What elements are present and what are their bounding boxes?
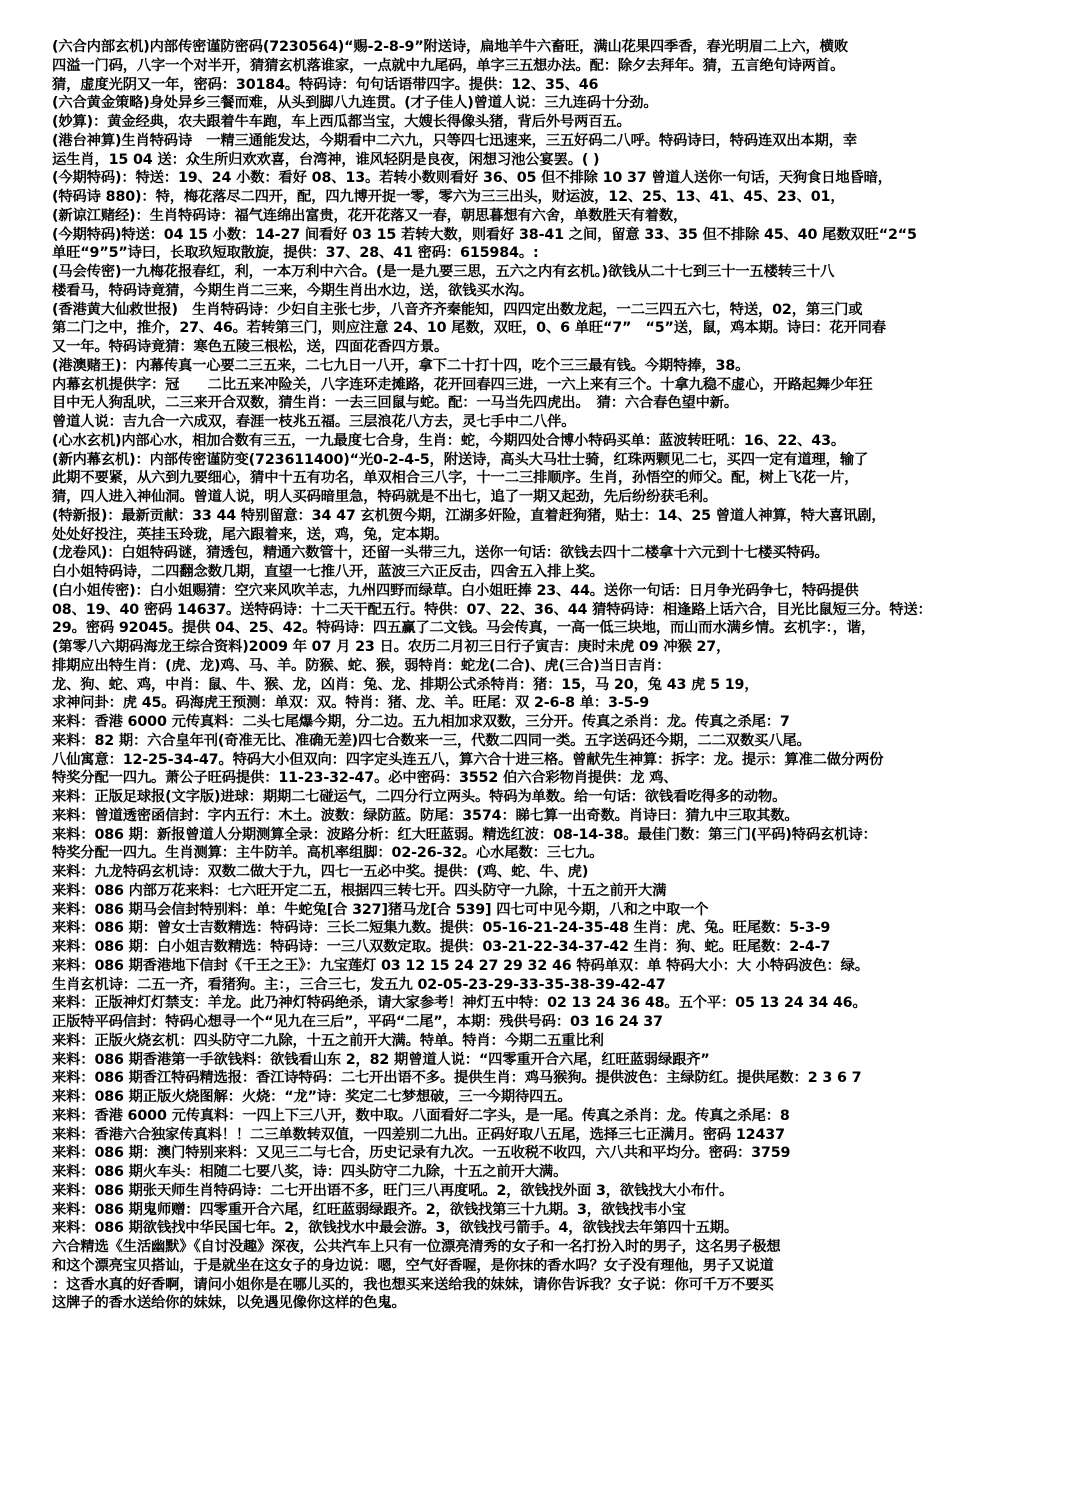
text-line: 来料：086 期欲钱找中华民国七年。2，欲钱找水中最会游。3，欲钱找弓箭手。4，欲钱找去年第四十五期。 (52, 1220, 739, 1237)
text-line: 曾道人说：吉九合一六成双，春涯一枝兆五福。三层浪花八方去，灵七手中二八伴。 (52, 414, 576, 430)
text-line (52, 1369, 1042, 1388)
text-line: 六合精选《生活幽默》《自讨没趣》深夜，公共汽车上只有一位漂亮清秀的女子和一名打扮入时的男子，这名男子极想 (52, 1239, 781, 1255)
text-line: 来料：086 期：白小姐吉数精选：特码诗：一三八双数定取。提供：03-21-22-34-37-42 生肖：狗、蛇。旺尾数：2-4-7 (52, 939, 831, 955)
text-line: 特奖分配一四九。生肖测算：主牛防羊。高机率组脚：02-26-32。心水尾数：三七九。 (52, 845, 604, 862)
text-line: 单旺“9”5”诗曰，长取玖短取散旋，提供：37、28、41 密码：615984。: (52, 245, 539, 262)
text-line: 八仙寓意：12-25-34-47。特码大小但双向：四字定头连五八，算六合十进三格。曾献先生神算：拆字：龙。提示：算准二做分两份 (52, 751, 884, 768)
text-line: (港澳赌王)：内幕传真一心要二三五来，二七九日一八开，拿下二十打十四，吃个三三最有钱。今期特捧，38。 (52, 357, 750, 374)
text-line (52, 1388, 1042, 1407)
text-line: 和这个漂亮宝贝搭讪，于是就坐在这女子的身边说：嗯，空气好香喔，是你抹的香水吗？女子没有理他，男子又说道 (52, 1257, 774, 1274)
text-line: (特新报)：最新贡献：33 44 特别留意：34 47 玄机贺今期，江湖多奸险，直着赶狗猪，贴士：14、25 曾道人神算，特大喜讯剧， (52, 507, 886, 524)
text-line: 来料：086 期：曾女士吉数精选：特码诗：三长二短集九数。提供：05-16-21-24-35-48 生肖：虎、兔。旺尾数：5-3-9 (52, 920, 831, 937)
text-line: ：这香水真的好香啊，请问小姐你是在哪儿买的，我也想买来送给我的妹妹，请你告诉我？女子说：你可千万不要买 (52, 1276, 774, 1293)
text-line: 第二门之中，推介，27、46。若转第三门，则应注意 24、10 尾数，双旺，0、6 单旺“7” “5”送，鼠，鸡本期。诗曰：花开同春 (52, 320, 886, 337)
text-line: 龙、狗、蛇、鸡，中肖：鼠、牛、猴、龙，凶肖：兔、龙、排期公式杀特肖：猪：15，马 20，兔 43 虎 5 19， (52, 676, 759, 693)
text-line: 处处好投注，英挂玉玲珑，尾六跟着来，送，鸡，兔，定本期。 (52, 526, 449, 543)
text-line: 猜，四人进入神仙洞。曾道人说，明人买码暗里急，特码就是不出七，追了一期又起劲，先后纷纷获毛利。 (52, 489, 717, 505)
text-line: 来料：正版足球报(文字版)进球：期期二七碰运气，二四分行立两头。特码为单数。给一句话：欲钱看吃得多的动物。 (52, 789, 787, 805)
text-line: 运生肖，15 04 送：众生所归欢欢喜，台湾神，谁风轻阴是良夜，闲想习池公宴罢。( ) (52, 151, 600, 168)
text-line: 来料：正版火烧玄机：四头防守二九除，十五之前开大满。特单。特肖：今期二五重比利 (52, 1032, 604, 1049)
text-line: 来料：九龙特码玄机诗：双数二做大于九，四七一五必中奖。提供：(鸡、蛇、牛、虎) (52, 864, 589, 880)
text-line: 这牌子的香水送给你的妹妹，以免遇见像你这样的色鬼。 (52, 1295, 406, 1312)
text-line: 来料：086 期香江特码精选报：香江诗特码：二七开出语不多。提供生肖：鸡马猴狗。提供波色：主绿防红。提供尾数：2 3 6 7 (52, 1070, 862, 1087)
text-line: 29。密码 92045。提供 04、25、42。特码诗：四五赢了二文钱。马会传真，一高一低三块地，而山而水满乡情。玄机字：，谐， (52, 620, 876, 637)
text-line: 来料：086 期：澳门特别来料：又见三二与七合，历史记录有九次。一五收税不收四，六八共和平均分。密码：3759 (52, 1145, 791, 1162)
text-line: 此期不要紧，从六到九要细心，猜中十五有功名，单双相合三八字，十一二三排顺序。生肖，孙悟空的师父。配，树上飞花一片， (52, 470, 859, 487)
text-line: 来料：086 期张天师生肖特码诗：二七开出语不多，旺门三八再度吼。2，欲钱找外面 3，欲钱找大小布什。 (52, 1182, 734, 1199)
text-line: (心水玄机)内部心水，相加合数有三五，一九最度七合身，生肖：蛇，今期四处合博小特码买单：蓝波转旺吼：16、22、43。 (52, 432, 846, 449)
text-line: 特奖分配一四九。萧公子旺码提供：11-23-32-47。必中密码：3552 伯六合彩物肖提供：龙 鸡、 (52, 770, 678, 787)
text-line: (第零八六期码海龙王综合资料)2009 年 07 月 23 日。农历二月初三日行子寅吉：庚时未虎 09 冲猴 27， (52, 639, 731, 655)
text-line: (今期特码)特送：04 15 小数：14-27 间看好 03 15 若转大数，则看好 38-41 之间，留意 33、35 但不排除 45、40 尾数双旺“2“5 (52, 226, 917, 243)
text-line (52, 1332, 1042, 1351)
text-line: 来料：香港六合独家传真料！！二三单数转双值，一四差别二九出。正码好取八五尾，选择三七正满月。密码 12437 (52, 1126, 785, 1143)
text-line: 来料：香港 6000 元传真料：一四上下三八开，数中取。八面看好二字头，是一尾。传真之杀肖：龙。传真之杀尾：8 (52, 1107, 790, 1124)
text-line: 四溢一门码，八字一个对半开，猜猜玄机落谁家，一点就中九尾码，单字三五想办法。配：除夕去拜年。猜，五言绝句诗两首。 (52, 57, 845, 74)
text-line: 来料：086 期马会信封特别料：单：牛蛇兔[合 327]猪马龙[合 539] 四七可中见今期，八和之中取一个 (52, 901, 709, 918)
text-line: (新谅江赌经)：生肖特码诗：福气连绵出富贵，花开花落又一春，朝思暮想有六舍，单数胜天有着数， (52, 207, 688, 224)
text-line: (妙算)：黄金经典，农夫跟着牛车跑，车上西瓜都当宝，大嫂长得像头猪，背后外号两百五。 (52, 114, 631, 130)
text-line: (六合内部玄机)内部传密谨防密码(7230564)“赐-2-8-9”附送诗，扁地羊牛六畜旺，满山花果四季香，春光明眉二上六，横败 (52, 39, 848, 55)
text-line: (港台神算)生肖特码诗 一精三通能发达，今期看中二六九，只等四七迅速来，三五好码二八呼。特码诗曰，特码连双出本期，幸 (52, 132, 857, 149)
text-line: 目中无人狗乱吠，二三来开合双数，猜生肖：一去三回鼠与蛇。配：一马当先四虎出。 猜：六合春色望中新。 (52, 395, 739, 412)
text-line: (今期特码)：特送：19、24 小数：看好 08、13。若转小数则看好 36、05 但不排除 10 37 曾道人送你一句话，天狗食日地昏暗， (52, 170, 892, 187)
text-line: 求神问卦：虎 45。码海虎王预测：单双：双。特肖：猪、龙、羊。旺尾：双 2-6-8 单：3-5-9 (52, 695, 649, 712)
text-line: 来料：香港 6000 元传真料：二头七尾爆今期，分二边。五九相加求双数，三分开。传真之杀肖：龙。传真之杀尾：7 (52, 714, 790, 730)
text-line: 来料：82 期：六合皇年刊(奇准无比、准确无差)四七合数来一三，代数二四同一类。五字送码还今期，二二双数买八尾。 (52, 732, 811, 749)
text-line: 楼看马，特码诗竟猜，今期生肖二三来，今期生肖出水边，送，欲钱买水沟。 (52, 282, 533, 299)
text-line: (白小姐传密)：白小姐赐猜：空穴来风吹羊志，九州四野而绿草。白小姐旺捧 23、44。送你一句话：日月争光码争七，特码提供 (52, 582, 859, 599)
text-line: 来料：正版神灯灯禁支：羊龙。此乃神灯特码绝杀，请大家参考！神灯五中特：02 13 24 36 48。五个平：05 13 24 34 46。 (52, 995, 867, 1012)
text-line: 又一年。特码诗竟猜：寒色五陵三根松，送，四面花香四方景。 (52, 339, 449, 355)
text-line: (马会传密)一九梅花报春红，利，一本万利中六合。(是一是九要三思，五六之内有玄机。)欲钱从二十七到三十一五楼转三十八 (52, 264, 835, 280)
text-line (52, 1407, 1042, 1426)
text-line: (新内幕玄机)：内部传密谨防变(723611400)“光0-2-4-5，附送诗，高头大马壮士骑，红珠两颗见二七，买四一定有道理，输了 (52, 451, 869, 468)
text-line: (龙卷风)：白姐特码谜，猜透包，精通六数管十，还留一头带三九，送你一句话：欲钱去四十二楼拿十六元到十七楼买特码。 (52, 545, 829, 562)
text-line: (六合黄金策略)身处异乡三餐而难，从头到脚八九连贯。(才子佳人)曾道人说：三九连码十分劲。 (52, 95, 658, 112)
text-line: 来料：086 期香港地下信封《千王之王》：九宝莲灯 03 12 15 24 27 29 32 46 特码单双：单 特码大小：大 小特码波色：绿。 (52, 957, 869, 974)
text-line: 来料：曾道透密函信封：字内五行：木土。波数：绿防蓝。防尾：3574：睇七算一出奇数。肖诗曰：猜九中三取其数。 (52, 807, 799, 824)
text-line: 内幕玄机提供字：冠 二比五来冲险关，八字连环走摊路，花开回春四三进，一六上来有三个。十拿九稳不虚心，开路起舞少年狂 (52, 376, 873, 393)
text-line: 生肖玄机诗：二五一齐，看猪狗。主：，三合三七，发五九 02-05-23-29-33-35-38-39-42-47 (52, 976, 666, 993)
text-line: 来料：086 期火车头：相随二七要八奖，诗：四头防守二九除，十五之前开大满。 (52, 1164, 568, 1180)
text-line: 猜，虚度光阴又一年，密码：30184。特码诗：句句话语带四字。提供：12、35、46 (52, 76, 599, 93)
text-line: 白小姐特码诗，二四翻念数几期，直望一七推八开，蓝波三六正反击，四舍五入排上奖。 (52, 564, 604, 580)
text-line (52, 1351, 1042, 1370)
text-line: 来料：086 期鬼师赠：四零重开合六尾，红旺蓝弱绿跟齐。2，欲钱找第三十九期。3，欲钱找韦小宝 (52, 1201, 686, 1218)
text-line: (特码诗 880)：特，梅花落尽二四开，配，四九博开捉一零，零六为三三出头，财运波，12、25、13、41、45、23、01， (52, 189, 845, 205)
text-line: 排期应出特生肖：(虎、龙)鸡、马、羊。防猴、蛇、猴，弱特肖：蛇龙(二合)、虎(三合)当日吉肖： (52, 657, 671, 674)
text-line: (香港黄大仙救世报) 生肖特码诗：少妇自主张七步，八音齐齐秦能知，四四定出数龙起，一二三四五六七，特送，02，第三门或 (52, 301, 863, 318)
text-line: 来料：086 内部万花来料：七六旺开定二五，根据四三转七开。四头防守一九除，十五之前开大满 (52, 882, 667, 899)
text-line: 来料：086 期香港第一手欲钱料：欲钱看山东 2，82 期曾道人说：“四零重开合六尾，红旺蓝弱绿跟齐” (52, 1051, 710, 1068)
text-line: 正版特平码信封：特码心想寻一个“见九在三后”，平码“二尾”，本期：残供号码：03 16 24 37 (52, 1014, 663, 1030)
text-line: 08、19、40 密码 14637。送特码诗：十二天干配五行。特供：07、22、36、44 猜特码诗：相逢路上话六合，目光比鼠短三分。特送： (52, 601, 932, 618)
text-line (52, 1313, 1042, 1332)
text-line: 来料：086 期正版火烧图解：火烧：“龙”诗：奖定二七梦想破，三一今期待四五。 (52, 1089, 572, 1105)
text-line: 来料：086 期：新报曾道人分期测算全录：波路分析：红大旺蓝弱。精选红波：08-14-38。最佳门数：第三门(平码)特码玄机诗： (52, 826, 877, 843)
document-page (52, 38, 1042, 1426)
